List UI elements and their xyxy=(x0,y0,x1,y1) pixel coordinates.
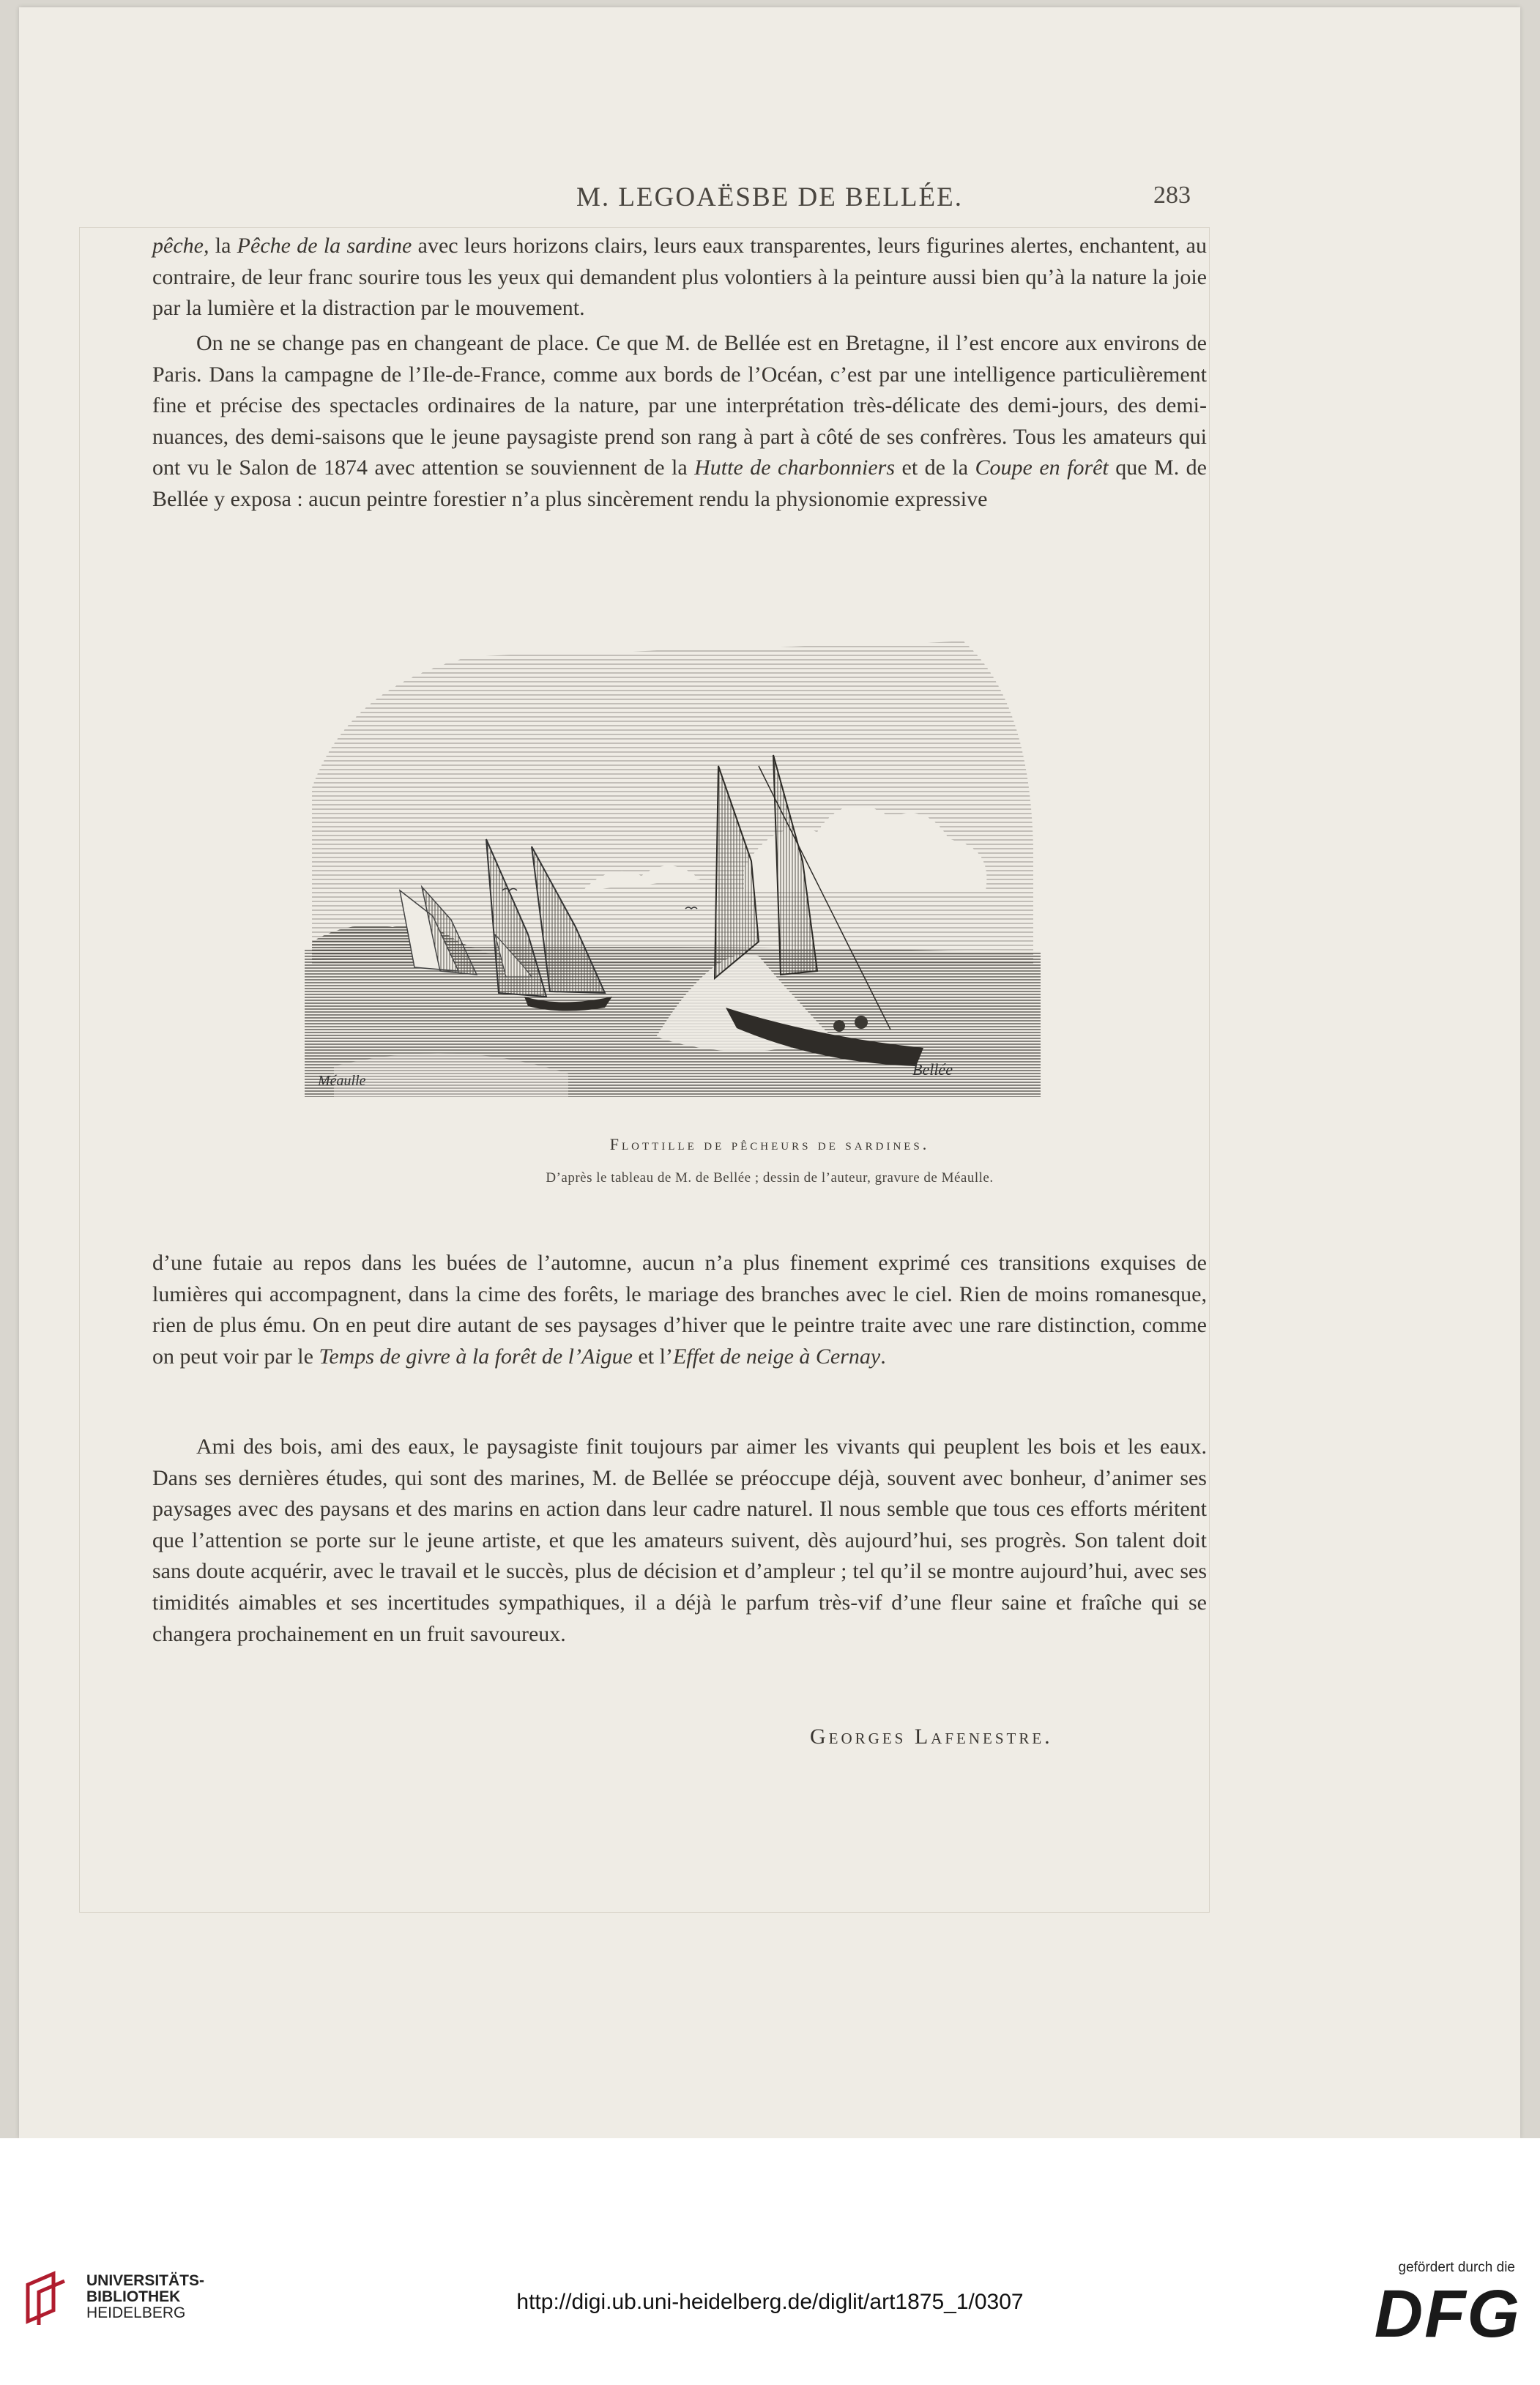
funder-label: gefördert durch die xyxy=(1398,2260,1515,2275)
library-line-1: UNIVERSITÄTS- xyxy=(86,2272,205,2289)
figure-caption: Flottille de pêcheurs de sardines. xyxy=(609,1135,930,1153)
text-run: On ne se change pas en changeant de place. Ce que M. de Bellée est en Bretagne, il l’est encore aux environs de Paris. Dans la campagne de l’Ile-de-France, comme aux bords de l’Océan, c’est par une intelligence particulièrement fine et précise des spectacles ordinaires de la nature, par une interprétation très-délicate des demi-jours, des demi-nuances, des demi-saisons que le jeune paysagiste prend son rang à part à côté de ses confrères. Tous les amateurs qui ont vu le Salon de 1874 avec attention se souviennent de la xyxy=(152,331,1207,480)
text-run: . xyxy=(880,1344,886,1369)
artwork-title: Effet de neige à Cernay xyxy=(672,1344,881,1369)
author-signature: Georges Lafenestre. xyxy=(810,1724,1053,1749)
text-run: et l’ xyxy=(632,1344,673,1369)
artist-mark: Bellée xyxy=(912,1060,953,1079)
digitization-footer xyxy=(0,2138,1540,2385)
paragraph-4: Ami des bois, ami des eaux, le paysagiste finit toujours par aimer les vivants qui peuplent les bois et les eaux. Dans ses dernières études, qui sont des marines, M. de Bellée se préoccupe déjà, souvent avec bonheur, d’animer ses paysages avec des paysans et des marins en action dans leur cadre naturel. Il nous semble que tous ces efforts méritent que l’attention se porte sur le jeune artiste, et que les amateurs suivent, dès aujourd’hui, ses progrès. Son talent doit sans doute acquérir, avec le travail et le succès, plus de décision et d’ampleur ; tel qu’il se montre aujourd’hui, avec ses timidités aimables et ses incertitudes sympathiques, il a déjà le parfum très-vif d’une fleur saine et fraîche qui se changera prochainement en un fruit savoureux. xyxy=(152,1435,1207,1646)
figure-credit: D’après le tableau de M. de Bellée ; dessin de l’auteur, gravure de Méaulle. xyxy=(546,1170,994,1186)
library-line-3: HEIDELBERG xyxy=(86,2304,186,2321)
text-run: la xyxy=(209,234,237,258)
artwork-title: Coupe en forêt xyxy=(975,455,1109,480)
engraving-illustration xyxy=(305,627,1041,1097)
running-title: M. LEGOAËSBE DE BELLÉE. xyxy=(576,182,963,212)
italic-word: pêche, xyxy=(152,234,209,258)
text-run: avec leurs horizons clairs, leurs eaux transparentes, leurs figurines alertes, enchantent, au contraire, de leur franc sourire tous les yeux qui demandent plus volontiers à la peinture aussi bien qu’à la nature la joie par la lumière et la distraction par le mouvement. xyxy=(152,234,1207,321)
artwork-title: Pêche de la sardine xyxy=(237,234,412,258)
permalink-url[interactable]: http://digi.ub.uni-heidelberg.de/diglit/art1875_1/0307 xyxy=(516,2290,1024,2314)
text-run: et de la xyxy=(895,455,975,480)
page-number: 283 xyxy=(1153,182,1191,209)
artwork-title: Hutte de charbonniers xyxy=(694,455,896,480)
artwork-title: Temps de givre à la forêt de l’Aigue xyxy=(319,1344,633,1369)
text-run: d’une futaie au repos dans les buées de l’automne, aucun n’a plus finement exprimé ces transitions exquises de lumières qui accompagnent, dans la cime des forêts, le mariage des branches avec le ciel. Rien de moins romanesque, rien de plus ému. On en peut dire autant de ses paysages d’hiver que le peintre traite avec une rare distinction, comme on peut voir par le xyxy=(152,1251,1207,1369)
text-run: que M. de Bellée y exposa : aucun peintre forestier n’a plus sincèrement rendu la physionomie expressive xyxy=(152,455,1207,511)
scanned-page xyxy=(19,7,1520,2138)
dfg-logo: DFG xyxy=(1374,2277,1521,2351)
library-line-2: BIBLIOTHEK xyxy=(86,2288,181,2305)
sailboats-engraving xyxy=(305,627,1041,1097)
paragraph-2 xyxy=(152,328,1207,516)
engraver-mark: Méaulle xyxy=(318,1073,366,1089)
paragraph-1 xyxy=(152,231,1207,324)
paragraph-3 xyxy=(152,1248,1207,1372)
